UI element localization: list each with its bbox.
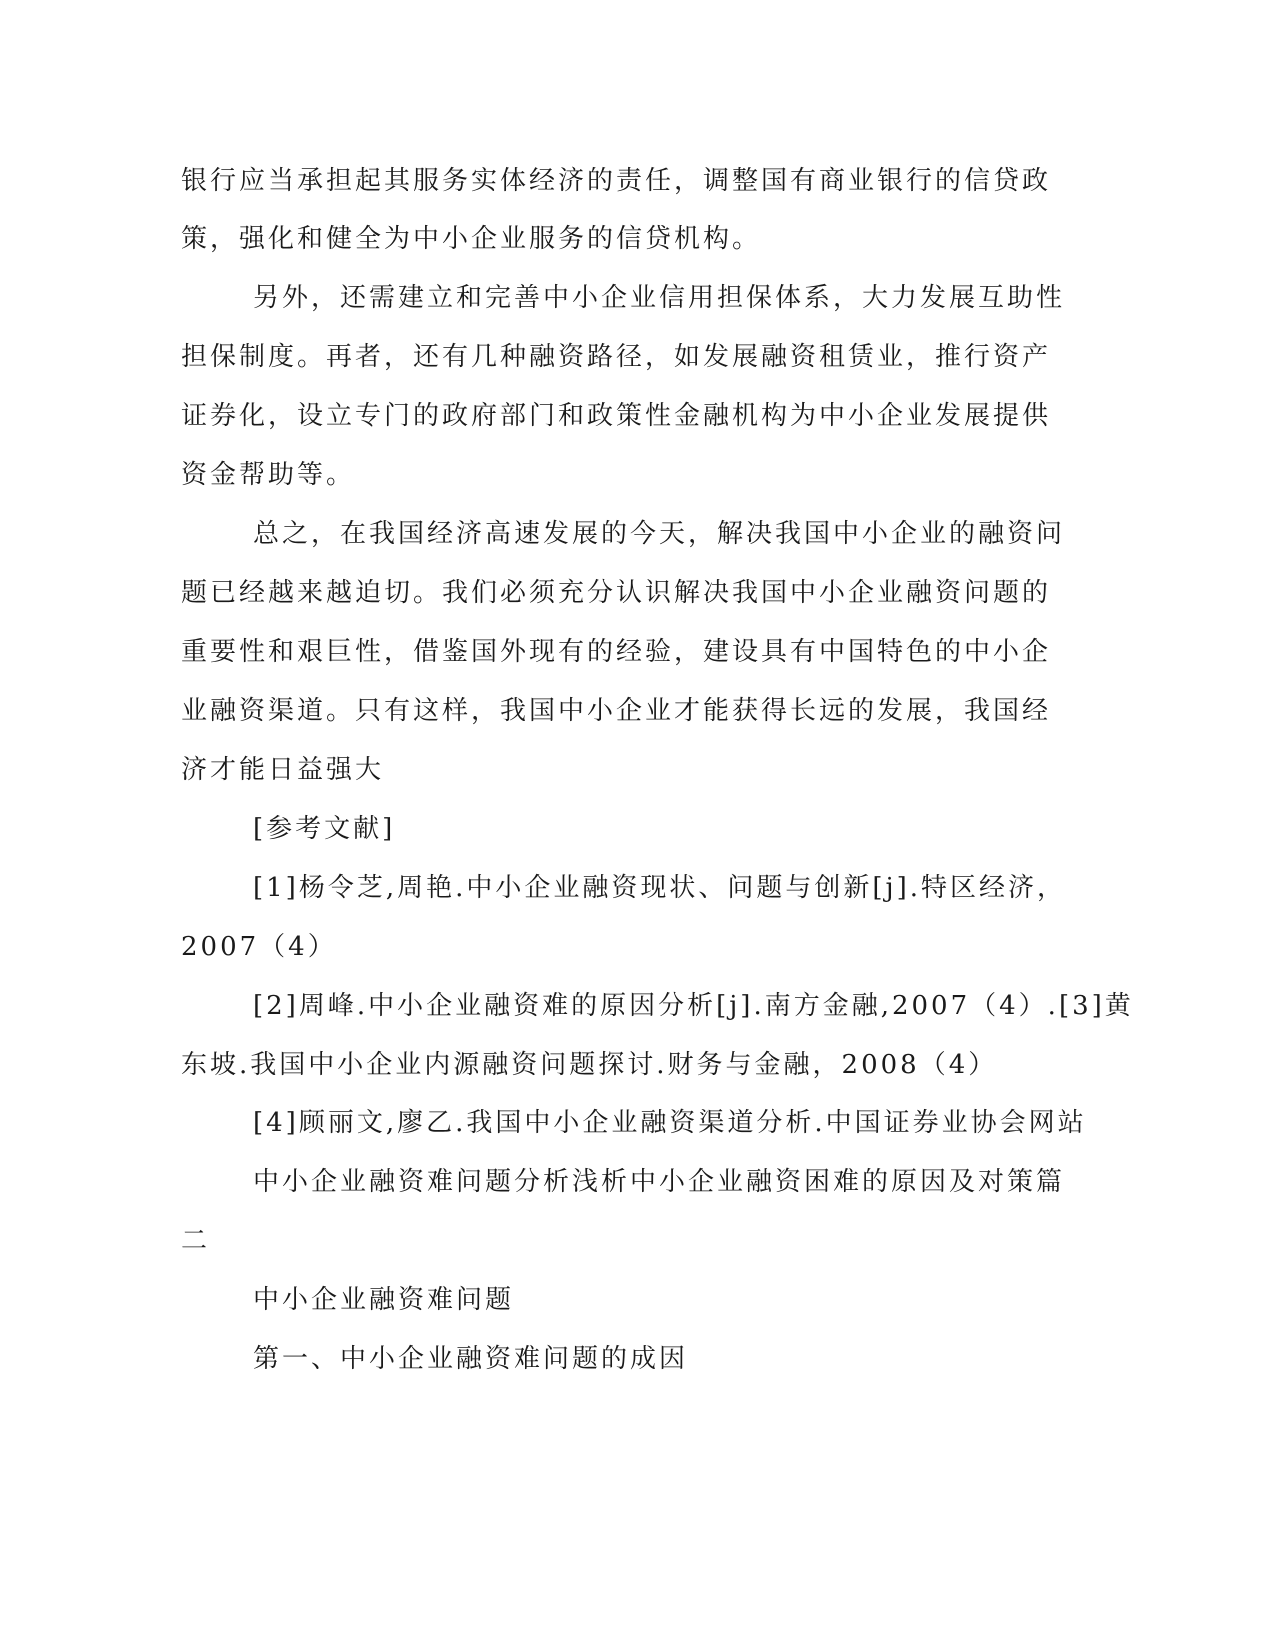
paragraph-line: 策，强化和健全为中小企业服务的信贷机构。 (181, 224, 762, 254)
reference-line: 东坡.我国中小企业内源融资问题探讨.财务与金融，2008（4） (181, 1050, 998, 1080)
section-title-line: 中小企业融资难问题分析浅析中小企业融资困难的原因及对策篇 (253, 1167, 1066, 1197)
references-heading: [参考文献] (253, 814, 396, 844)
paragraph-line: 另外，还需建立和完善中小企业信用担保体系，大力发展互助性 (253, 283, 1066, 313)
section-title-line: 二 (181, 1226, 211, 1256)
paragraph-line: 资金帮助等。 (181, 460, 356, 490)
paragraph-line: 总之，在我国经济高速发展的今天，解决我国中小企业的融资问 (253, 519, 1066, 549)
section-heading: 中小企业融资难问题 (253, 1285, 515, 1315)
paragraph-line: 重要性和艰巨性，借鉴国外现有的经验，建设具有中国特色的中小企 (181, 637, 1052, 667)
paragraph-line: 银行应当承担起其服务实体经济的责任，调整国有商业银行的信贷政 (181, 166, 1052, 196)
subsection-heading: 第一、中小企业融资难问题的成因 (253, 1344, 689, 1374)
paragraph-line: 业融资渠道。只有这样，我国中小企业才能获得长远的发展，我国经 (181, 696, 1052, 726)
paragraph-line: 证券化，设立专门的政府部门和政策性金融机构为中小企业发展提供 (181, 401, 1052, 431)
paragraph-line: 担保制度。再者，还有几种融资路径，如发展融资租赁业，推行资产 (181, 342, 1052, 372)
reference-line: [1]杨令芝,周艳.中小企业融资现状、问题与创新[j].特区经济， (253, 873, 1066, 903)
reference-line: [4]顾丽文,廖乙.我国中小企业融资渠道分析.中国证券业协会网站 (253, 1108, 1087, 1138)
reference-line: [2]周峰.中小企业融资难的原因分析[j].南方金融,2007（4）.[3]黄 (253, 991, 1134, 1021)
paragraph-line: 济才能日益强大 (181, 755, 385, 785)
paragraph-line: 题已经越来越迫切。我们必须充分认识解决我国中小企业融资问题的 (181, 578, 1052, 608)
reference-line: 2007（4） (181, 932, 337, 962)
